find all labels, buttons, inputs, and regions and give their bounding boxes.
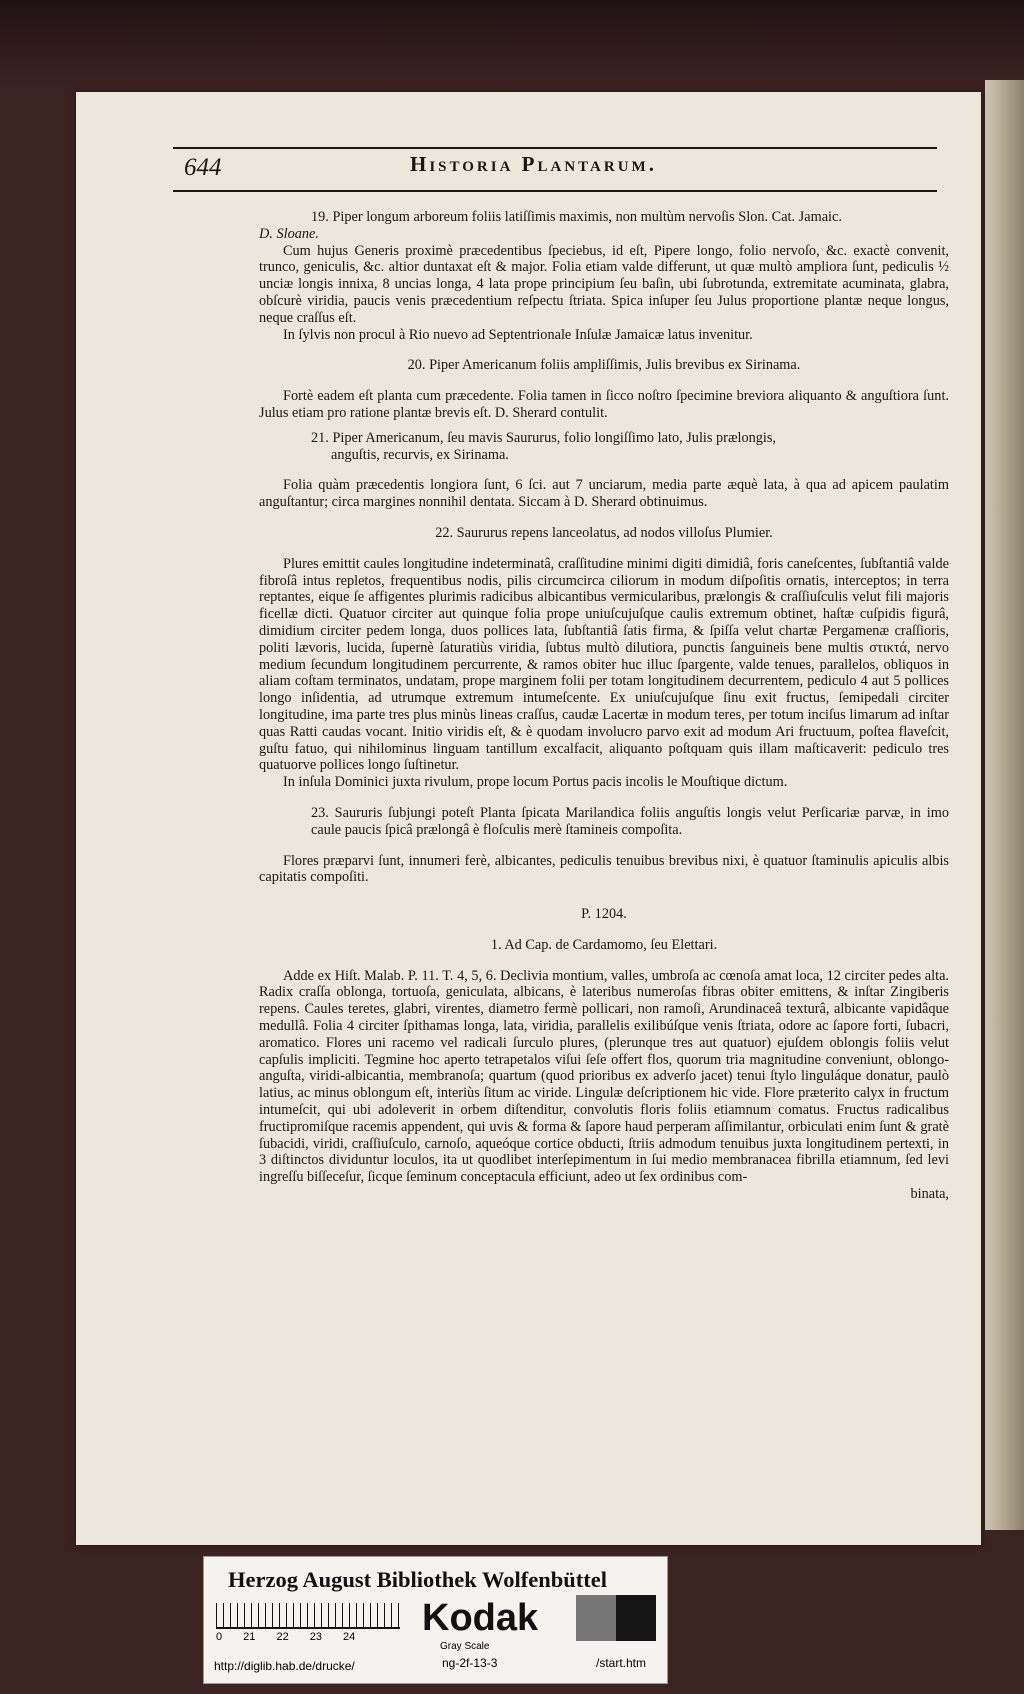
running-head: Historia Plantarum. — [410, 152, 657, 176]
measurement-ruler — [216, 1603, 400, 1629]
entry-heading-22: 22. Saururus repens lanceolatus, ad nodos villoſus Plumier. — [435, 524, 773, 541]
catchword: binata, — [910, 1186, 949, 1203]
paragraph-description-19: Cum hujus Generis proximè præcedentibus ſpeciebus, id eſt, Pipere longo, folio nervoſo, &c. exactè convenit, trunco, geniculis, &c. altior duntaxat eſt & major. Folia etiam valde differunt, ut quæ multò ampliora ſunt, pediculis ½ unciæ longis innixa, 8 uncias longa, 4 lata prope principium ſeu baſin, ubi ſubrotunda, extremitate acuminata, glabra, obſcurè viridia, paucis venis præcedentium reſpectu ſtriata. Spica inſuper ſeu Julus proportione plantæ neque longus, neque craſſus eſt. — [259, 242, 949, 326]
entry-heading-19: 19. Piper longum arboreum foliis latiſſimis maximis, non multùm nervoſis Slon. Cat. Jamaic. — [311, 209, 842, 225]
paragraph-habitat-19: In ſylvis non procul à Rio nuevo ad Septentrionale Inſulæ Jamaicæ latus invenitur. — [283, 326, 753, 343]
digital-library-url: http://diglib.hab.de/drucke/ — [214, 1659, 355, 1673]
paragraph-description-21: Folia quàm præcedentis longiora ſunt, 6 ſci. aut 7 unciarum, media parte æquè lata, à qua ad apicem paulatim anguſtantur; circa margines nonnihil dentata. Siccam à D. Sherard obtinuimus. — [259, 477, 949, 511]
paragraph-habitat-22: In inſula Dominici juxta rivulum, prope locum Portus pacis incolis le Mouſtique dictum. — [283, 774, 788, 791]
section-page-reference: P. 1204. — [581, 906, 627, 923]
kodak-logo: Kodak — [422, 1597, 539, 1639]
entry-heading-21 — [259, 430, 949, 464]
gray-scale-patches — [576, 1595, 656, 1641]
next-page-edge — [985, 80, 1024, 1530]
entry-heading-21-line2: anguſtis, recurvis, ex Sirinama. — [331, 446, 509, 463]
paragraph-description-20: Fortè eadem eſt planta cum præcedente. Folia tamen in ſicco noſtro ſpecimine breviora aliquanto & anguſtiora ſunt. Julus etiam pro ratione plantæ brevis eſt. D. Sherard contulit. — [259, 388, 949, 421]
ruler-numbers: 0 21 22 23 24 — [216, 1631, 356, 1643]
section-heading-cardamomum: 1. Ad Cap. de Cardamomo, ſeu Elettari. — [490, 936, 718, 953]
paragraph-description-23: Flores præparvi ſunt, innumeri ferè, albicantes, pediculis tenuibus brevibus nixi, è quatuor ſtaminulis apiculis albis capitatis compoſiti. — [259, 852, 949, 886]
book-page — [76, 92, 981, 1545]
paragraph-description-22: Plures emittit caules longitudine indeterminatâ, craſſitudine minimi digiti dimidiâ, foris caneſcentes, ſubſtantiâ valde fibroſâ intus repletos, frequentibus nodis, pilis circumcirca ciliorum in modum diſpoſitis ornatis, interceptos; in terra reptantes, eique ſe affigentes plurimis radicibus albicantibus vermicularibus, prælongis & craſſiuſculis velut fili majoris ficellæ dicti. Quatuor circiter aut quinque folia prope uniuſcujuſque caulis extremum obtinet, haſtæ cuſpidis figurâ, dimidium circiter pedem longa, duos pollices lata, ſubſtantiâ ſatis firma, & ſpiſſa velut chartæ Pergamenæ craſſioris, politi lævoris, lucida, ſupernè ſaturatiùs viridia, ſubtus multò dilutiora, punctis ſanguineis bene multis στικτά, nervo medium ſecundum longitudinem percurrente, & ramos obiter huc illuc ſpargente, valde tenues, parallelos, obliquos in aliam coſtam terminatos, undatam, prope marginem folii per totam longitudinem decurrentem, pediculo 4 aut 5 pollices longo inſidentia, ad utrumque extremum intumeſcente. Ex uniuſcujuſque ſinu exit fructus, ſemipedali circiter longitudine, ima parte tres plus minùs lineas craſſus, caudæ Lacertæ in modum teres, per totum inciſus limarum ad inſtar quas Ratti caudas vocant. Initio viridis eſt, & è quodam involucro parvo exit ad modum Ari fructuum, poſtea flaveſcit, guſtu fatuo, qui nihilominus linguam tantillum excalfacit, aliquanto poſtquam quis illam maſticaverit: pediculo tres quatuorve pollices longo ſuſtinetur. — [259, 555, 949, 774]
start-page-link: /start.htm — [596, 1656, 647, 1670]
entry-heading-21-line1: 21. Piper Americanum, ſeu mavis Saururus, folio longiſſimo lato, Julis prælongis, — [311, 429, 777, 446]
library-name: Herzog August Bibliothek Wolfenbüttel — [228, 1567, 607, 1592]
header-rule-bottom — [173, 190, 937, 192]
author-signature: D. Sloane. — [259, 225, 319, 242]
shelfmark: ng-2f-13-3 — [442, 1656, 498, 1670]
scan-target-card — [203, 1556, 668, 1684]
entry-heading-23: 23. Saururis ſubjungi poteſt Planta ſpicata Marilandica foliis anguſtis longis velut Perſicariæ parvæ, in imo caule paucis ſpicâ prælongâ è floſculis merè ſtamineis compoſita. — [311, 804, 949, 838]
gray-scale-label: Gray Scale — [440, 1641, 490, 1652]
page-number: 644 — [184, 154, 222, 181]
scan-background — [0, 0, 1024, 90]
header-rule-top — [173, 147, 937, 149]
entry-heading-20: 20. Piper Americanum foliis ampliſſimis, Julis brevibus ex Sirinama. — [407, 357, 801, 374]
page-text — [259, 209, 949, 1203]
paragraph-cardamomum: Adde ex Hiſt. Malab. P. 11. T. 4, 5, 6. Declivia montium, valles, umbroſa ac cœnoſa amat loca, 12 circiter pedes alta. Radix craſſa oblonga, tortuoſa, geniculata, albicans, è lateribus numeroſas fibras obiter emittens, & inſtar Zingiberis repens. Caules teretes, glabri, virentes, diametro fermè pollicari, non ramoſi, Arundinaceâ texturâ, albicante vapidâque medullâ. Folia 4 circiter ſpithamas longa, lata, viridia, parallelis exilibúſque venis ſtriata, odore ac ſapore forti, ſubacri, aromatico. Flores uni racemo vel radicali ſurculo plures, (plerunque tres aut quatuor) ejuſdem oblongis foliis velut capſulis impliciti. Tegmine hoc aperto tetrapetalos viſui ſeſe offert flos, quorum tria magnitudine conveniunt, oblongo-anguſta, viridi-albicantia, membranoſa; quartum (quod prioribus ex adverſo jacet) tenui ſtylo linguláque donatur, paulò latius, ac minus oblongum eſt, interiùs ſitum ac viride. Lingulæ deſcriptionem hic vide. Flore præterito calyx in fructum intumeſcit, qui ubi adoleverit in orbem diſtenditur, convolutis floris foliis etiamnum comatus. Fructus radicalibus fructipromiſque racemis appendent, qui uvis & forma & ſapore haud perperam aſſimilantur, orbiculati enim ſunt & gratè ſubacidi, viridi, craſſiuſculo, carnoſo, aqueóque cortice obducti, ſtriis admodum tenuibus juxta longitudinem pertexti, in 3 diſtinctos dividuntur loculos, ita ut quodlibet interſepimentum in ſui medio membranacea fibrilla etiamnum, ſed levi ingreſſu biſſeceſur, ſicque ſeminum conceptacula efficiunt, adeo ut ſex ordinibus com- — [259, 967, 949, 1186]
